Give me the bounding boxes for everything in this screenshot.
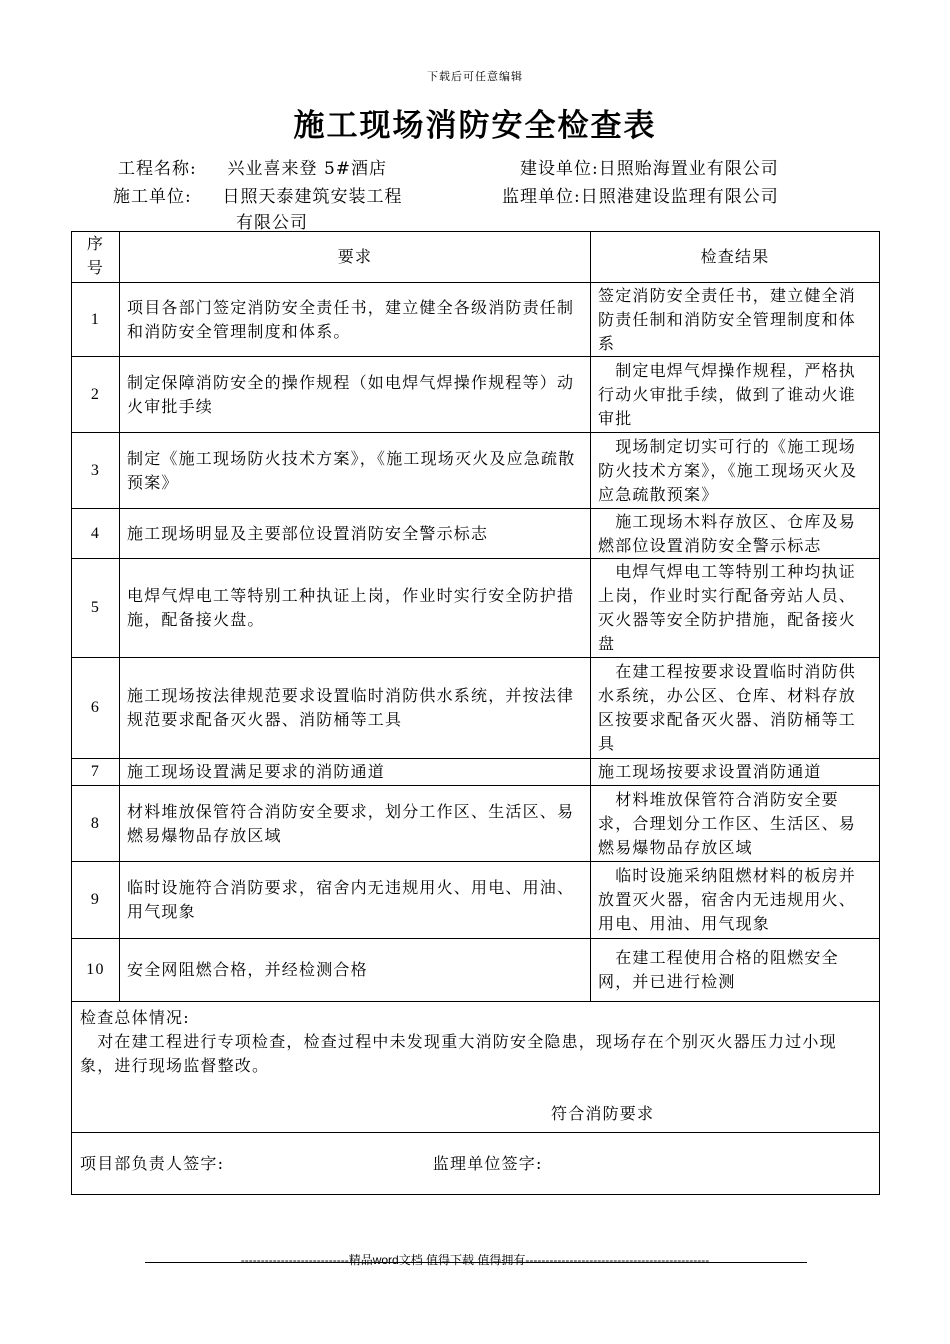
row-requirement: 施工现场明显及主要部位设置消防安全警示标志 [120,509,591,559]
supervisor-value: 日照港建设监理有限公司 [580,187,779,207]
header-result: 检查结果 [591,232,880,283]
row-requirement: 制定保障消防安全的操作规程（如电焊气焊操作规程等）动火审批手续 [120,357,591,433]
contractor-value-line2: 有限公司 [236,213,308,233]
builder-value: 日照贻海置业有限公司 [598,159,779,179]
table-row [72,862,880,939]
row-requirement: 安全网阻燃合格，并经检测合格 [120,939,591,1002]
header-no [72,232,120,283]
row-result: 在建工程使用合格的阻燃安全网，并已进行检测 [591,939,880,1002]
row-no: 2 [72,357,120,433]
row-result: 签定消防安全责任书，建立健全消防责任制和消防安全管理制度和体系 [591,283,880,357]
summary-conclusion: 符合消防要求 [551,1104,655,1123]
row-requirement: 施工现场按法律规范要求设置临时消防供水系统，并按法律规范要求配备灭火器、消防桶等工具 [120,658,591,759]
signature-cell [72,1133,880,1195]
project-name-label: 工程名称: [118,159,197,179]
row-no: 1 [72,283,120,357]
builder-row [520,154,779,179]
table-row [72,559,880,658]
footer-text: ---------------------------精品word文档 值得下载 值得拥有---------------------------------------------- [240,1253,710,1267]
table-row [72,357,880,433]
summary-label: 检查总体情况: [80,1008,190,1027]
table-row [72,433,880,509]
row-no: 5 [72,559,120,658]
contractor-label: 施工单位: [113,187,192,207]
signature-row [72,1133,880,1195]
project-manager-signature: 项目部负责人签字: [80,1153,225,1173]
summary-text: 对在建工程进行专项检查，检查过程中未发现重大消防安全隐患，现场存在个别灭火器压力过小现象，进行现场监督整改。 [80,1032,837,1075]
page-title: 施工现场消防安全检查表 [293,108,657,144]
project-name-row [118,154,387,179]
project-name-value: 兴业喜来登 5#酒店 [227,159,388,179]
row-result: 现场制定切实可行的《施工现场防火技术方案》，《施工现场灭火及应急疏散预案》 [591,433,880,509]
table-header-row [72,232,880,283]
inspection-table [71,231,880,1195]
row-no: 4 [72,509,120,559]
table-row [72,759,880,786]
header-requirement: 要求 [120,232,591,283]
row-no: 10 [72,939,120,1002]
row-result: 在建工程按要求设置临时消防供水系统，办公区、仓库、材料存放区按要求配备灭火器、消防桶等工具 [591,658,880,759]
row-no: 9 [72,862,120,939]
contractor-row [113,182,403,207]
supervisor-signature: 监理单位签字: [432,1153,543,1173]
row-no: 3 [72,433,120,509]
summary-cell [72,1002,880,1133]
footer-rule [145,1262,807,1263]
row-no: 8 [72,786,120,862]
table-row [72,939,880,1002]
row-result: 施工现场按要求设置消防通道 [591,759,880,786]
table-row [72,509,880,559]
supervisor-row [502,182,779,207]
table-row [72,658,880,759]
header-no-line2: 号 [86,260,105,277]
builder-label: 建设单位: [520,159,599,179]
row-result: 制定电焊气焊操作规程，严格执行动火审批手续，做到了谁动火谁审批 [591,357,880,433]
row-requirement: 制定《施工现场防火技术方案》，《施工现场灭火及应急疏散预案》 [120,433,591,509]
row-no: 7 [72,759,120,786]
table-row [72,283,880,357]
supervisor-label: 监理单位: [502,187,581,207]
table-row [72,786,880,862]
contractor-value: 日照天泰建筑安装工程 [222,187,403,207]
header-no-line1: 序 [86,236,105,253]
row-requirement: 电焊气焊电工等特别工种执证上岗，作业时实行安全防护措施，配备接火盘。 [120,559,591,658]
header-note: 下载后可任意编辑 [427,70,523,83]
row-requirement: 施工现场设置满足要求的消防通道 [120,759,591,786]
row-requirement: 项目各部门签定消防安全责任书，建立健全各级消防责任制和消防安全管理制度和体系。 [120,283,591,357]
row-no: 6 [72,658,120,759]
row-requirement: 临时设施符合消防要求，宿舍内无违规用火、用电、用油、用气现象 [120,862,591,939]
row-result: 施工现场木料存放区、仓库及易燃部位设置消防安全警示标志 [591,509,880,559]
row-result: 材料堆放保管符合消防安全要求，合理划分工作区、生活区、易燃易爆物品存放区域 [591,786,880,862]
row-result: 电焊气焊电工等特别工种均执证上岗，作业时实行配备旁站人员、灭火器等安全防护措施，配备接火盘 [591,559,880,658]
row-requirement: 材料堆放保管符合消防安全要求，划分工作区、生活区、易燃易爆物品存放区域 [120,786,591,862]
summary-row [72,1002,880,1133]
row-result: 临时设施采纳阻燃材料的板房并放置灭火器，宿舍内无违规用火、用电、用油、用气现象 [591,862,880,939]
